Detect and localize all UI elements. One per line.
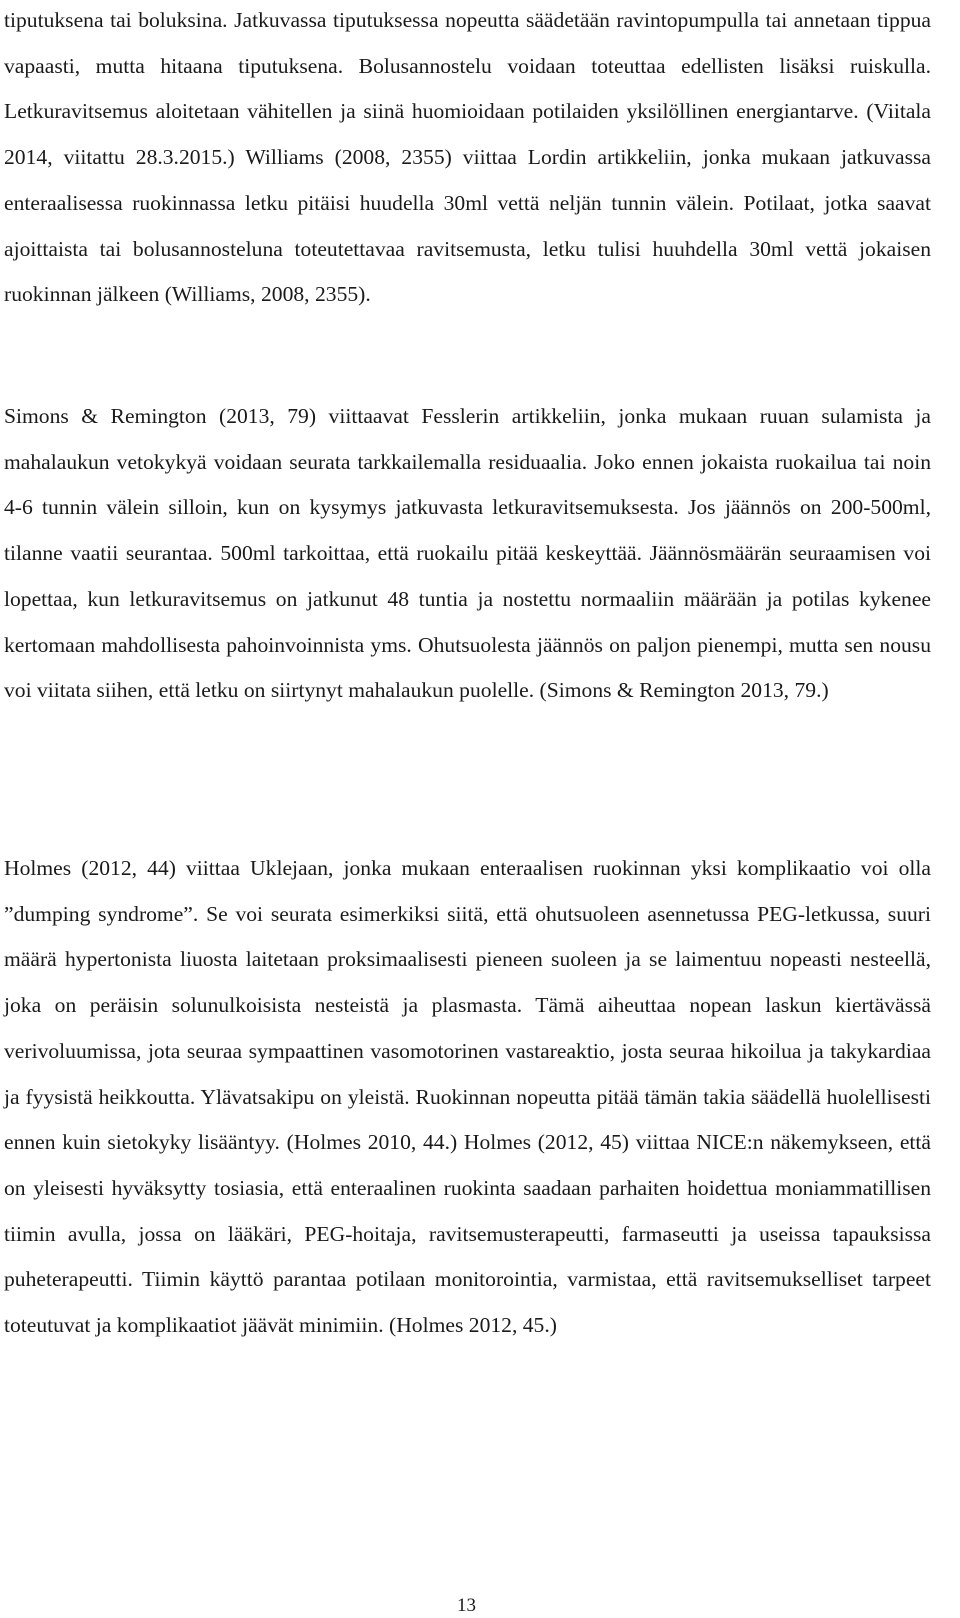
body-paragraph-3: Holmes (2012, 44) viittaa Uklejaan, jonka mukaan enteraalisen ruokinnan yksi komplikaatio voi olla ”dumping syndrome”. Se voi seurata esimerkiksi siitä, että ohutsuoleen asennetussa PEG-letkussa, suuri määrä hypertonista liuosta laitetaan proksimaalisesti pieneen suoleen ja se laimentuu nopeasti nesteellä, joka on peräisin solunulkoisista nesteistä ja plasmasta. Tämä aiheuttaa nopean laskun kiertävässä verivoluumissa, jota seuraa sympaattinen vasomotorinen vastareaktio, josta seuraa hikoilua ja takykardiaa ja fyysistä heikkoutta. Ylävatsakipu on yleistä. Ruokinnan nopeutta pitää tämän takia säädellä huolellisesti ennen kuin sietokyky lisääntyy. (Holmes 2010, 44.) Holmes (2012, 45) viittaa NICE:n näkemykseen, että on yleisesti hyväksytty tosiasia, että enteraalinen ruokinta saadaan parhaiten hoidettua moniammatillisen tiimin avulla, jossa on lääkäri, PEG-hoitaja, ravitsemusterapeutti, farmaseutti ja useissa tapauksissa puheterapeutti. Tiimin käyttö parantaa potilaan monitorointia, varmistaa, että ravitsemukselliset tarpeet toteutuvat ja komplikaatiot jäävät minimiin. (Holmes 2012, 45.) xyxy=(4,856,931,1338)
page-number: 13 xyxy=(457,1595,476,1616)
body-paragraph-1: tiputuksena tai boluksina. Jatkuvassa tiputuksessa nopeutta säädetään ravintopumpulla tai annetaan tippua vapaasti, mutta hitaana tiputuksena. Bolusannostelu voidaan toteuttaa edellisten lisäksi ruiskulla. Letkuravitsemus aloitetaan vähitellen ja siinä huomioidaan potilaiden yksilöllinen energiantarve. (Viitala 2014, viitattu 28.3.2015.) Williams (2008, 2355) viittaa Lordin artikkeliin, jonka mukaan jatkuvassa enteraalisessa ruokinnassa letku pitäisi huudella 30ml vettä neljän tunnin välein. Potilaat, jotka saavat ajoittaista tai bolusannosteluna toteutettavaa ravitsemusta, letku tulisi huuhdella 30ml vettä jokaisen ruokinnan jälkeen (Williams, 2008, 2355). xyxy=(4,8,931,307)
body-paragraph-2: Simons & Remington (2013, 79) viittaavat Fesslerin artikkeliin, jonka mukaan ruuan sulamista ja mahalaukun vetokykyä voidaan seurata tarkkailemalla residuaalia. Joko ennen jokaista ruokailua tai noin 4-6 tunnin välein silloin, kun on kysymys jatkuvasta letkuravitsemuksesta. Jos jäännös on 200-500ml, tilanne vaatii seurantaa. 500ml tarkoittaa, että ruokailu pitää keskeyttää. Jäännösmäärän seuraamisen voi lopettaa, kun letkuravitsemus on jatkunut 48 tuntia ja nostettu normaaliin määrään ja potilas kykenee kertomaan mahdollisesta pahoinvoinnista yms. Ohutsuolesta jäännös on paljon pienempi, mutta sen nousu voi viitata siihen, että letku on siirtynyt mahalaukun puolelle. (Simons & Remington 2013, 79.) xyxy=(4,404,931,703)
